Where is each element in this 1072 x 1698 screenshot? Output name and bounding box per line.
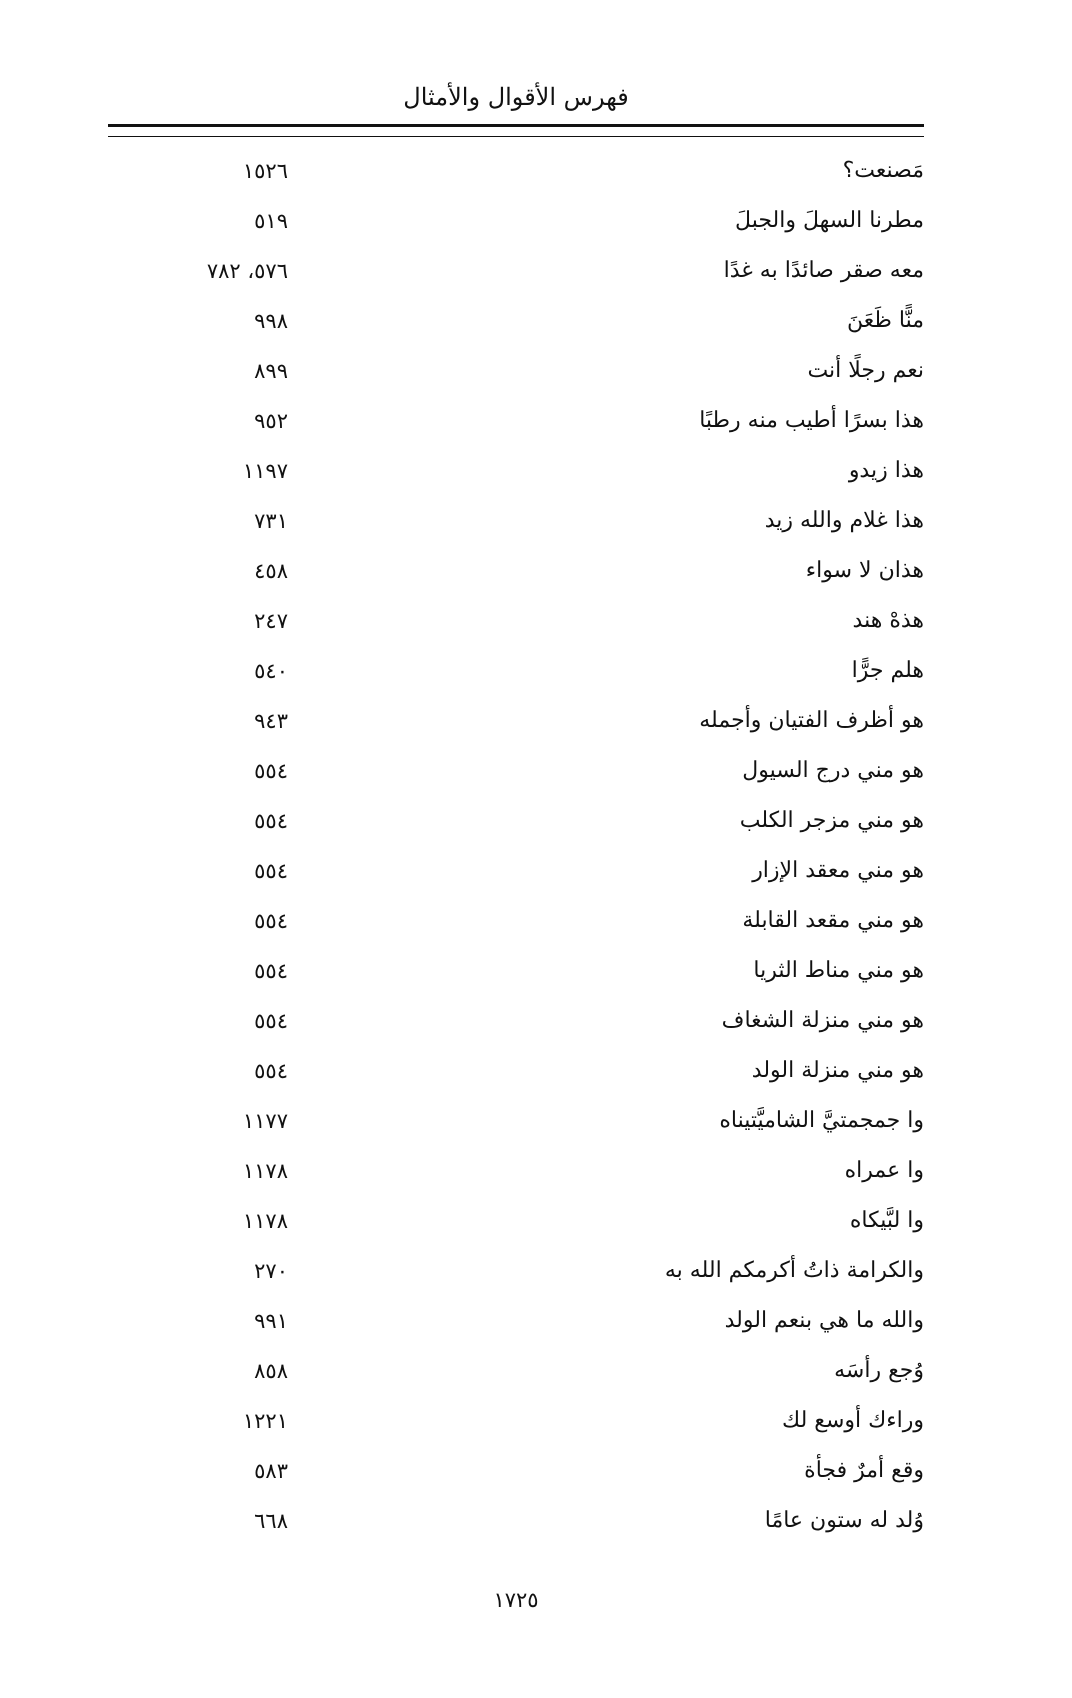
entry-phrase: هلم جرًّا: [851, 658, 924, 683]
index-entry: [108, 396, 924, 446]
index-entry: [108, 1146, 924, 1196]
entry-page-refs: ٥١٩: [254, 209, 288, 233]
index-entry: [108, 1396, 924, 1446]
entry-page-refs: ٩٥٢: [254, 409, 288, 433]
index-entry: [108, 796, 924, 846]
entry-page-refs: ٥٥٤: [254, 859, 288, 883]
entry-phrase: والكرامة ذاتُ أكرمكم الله به: [664, 1258, 924, 1283]
entry-phrase: هذا زيدو: [848, 458, 924, 483]
entry-page-refs: ٥٥٤: [254, 809, 288, 833]
index-entry: [108, 496, 924, 546]
index-entry: [108, 1046, 924, 1096]
index-entry: [108, 346, 924, 396]
entry-phrase: معه صقر صائدًا به غدًا: [723, 258, 924, 283]
entry-page-refs: ٨٩٩: [254, 359, 288, 383]
entry-page-refs: ٨٥٨: [254, 1359, 288, 1383]
index-entry: [108, 1346, 924, 1396]
entry-page-refs: ٢٧٠: [254, 1259, 288, 1283]
entry-page-refs: ٥٥٤: [254, 759, 288, 783]
entry-page-refs: ١١٧٨: [242, 1159, 288, 1183]
entry-page-refs: ٩٤٣: [254, 709, 288, 733]
entry-phrase: مطرنا السهلَ والجبلَ: [735, 208, 924, 233]
index-entry: [108, 746, 924, 796]
entry-phrase: هذان لا سواء: [805, 558, 924, 583]
entry-page-refs: ٥٥٤: [254, 1059, 288, 1083]
entry-phrase: وُلد له ستون عامًا: [764, 1508, 924, 1533]
entry-phrase: وراءك أوسع لك: [782, 1408, 924, 1433]
entry-page-refs: ٥٥٤: [254, 909, 288, 933]
header-rule-thick: [108, 124, 924, 127]
page-number: ١٧٢٥: [493, 1588, 539, 1612]
entry-phrase: هو أظرف الفتيان وأجمله: [699, 708, 924, 733]
index-entry: [108, 846, 924, 896]
index-entry: [108, 1446, 924, 1496]
index-entry: [108, 1246, 924, 1296]
entry-page-refs: ٩٩١: [254, 1309, 288, 1333]
entry-phrase: وا لبَّيكاه: [849, 1208, 924, 1233]
entry-page-refs: ١٢٢١: [242, 1409, 288, 1433]
index-entry: [108, 246, 924, 296]
entry-page-refs: ٥٥٤: [254, 959, 288, 983]
index-entry: [108, 146, 924, 196]
index-entry: [108, 296, 924, 346]
entry-page-refs: ٩٩٨: [254, 309, 288, 333]
entry-page-refs: ٥٤٠: [254, 659, 288, 683]
entry-page-refs: ٥٥٤: [254, 1009, 288, 1033]
entry-phrase: هو مني مزجر الكلب: [739, 808, 924, 833]
entry-page-refs: ٥٧٦، ٧٨٢: [206, 259, 288, 283]
entry-page-refs: ١١٧٧: [242, 1109, 288, 1133]
entry-phrase: منًّا ظَعَنَ: [847, 308, 924, 333]
entry-phrase: نعم رجلًا أنت: [807, 358, 924, 383]
entry-phrase: وُجع رأسَه: [834, 1358, 924, 1383]
entry-phrase: مَصنعت؟: [842, 158, 924, 183]
header-rule-thin: [108, 136, 924, 137]
index-list: [108, 146, 924, 1546]
index-entry: [108, 646, 924, 696]
index-entry: [108, 446, 924, 496]
entry-page-refs: ٦٦٨: [254, 1509, 288, 1533]
entry-phrase: وا عمراه: [844, 1158, 924, 1183]
index-entry: [108, 546, 924, 596]
entry-phrase: هو مني مقعد القابلة: [742, 908, 924, 933]
entry-phrase: هذهْ هند: [852, 608, 924, 633]
entry-phrase: هذا بسرًا أطيب منه رطبًا: [699, 408, 924, 433]
entry-page-refs: ١١٩٧: [242, 459, 288, 483]
entry-phrase: هو مني معقد الإزار: [752, 858, 924, 883]
index-entry: [108, 1096, 924, 1146]
entry-phrase: هو مني درج السيول: [742, 758, 924, 783]
entry-phrase: وقع أمرٌ فجأة: [804, 1458, 924, 1483]
entry-page-refs: ٤٥٨: [254, 559, 288, 583]
index-entry: [108, 1196, 924, 1246]
entry-page-refs: ٥٨٣: [254, 1459, 288, 1483]
index-entry: [108, 196, 924, 246]
entry-phrase: هو مني منزلة الولد: [751, 1058, 924, 1083]
index-entry: [108, 996, 924, 1046]
entry-phrase: هذا غلام والله زيد: [764, 508, 924, 533]
index-entry: [108, 596, 924, 646]
entry-phrase: وا جمجمتيَّ الشاميَّتيناه: [719, 1108, 924, 1133]
entry-phrase: هو مني منزلة الشغاف: [721, 1008, 924, 1033]
entry-phrase: هو مني مناط الثريا: [753, 958, 924, 983]
entry-phrase: والله ما هي بنعم الولد: [724, 1308, 924, 1333]
index-entry: [108, 696, 924, 746]
entry-page-refs: ١٥٢٦: [242, 159, 288, 183]
entry-page-refs: ٧٣١: [254, 509, 288, 533]
entry-page-refs: ١١٧٨: [242, 1209, 288, 1233]
index-entry: [108, 1296, 924, 1346]
running-head-title: فهرس الأقوال والأمثال: [403, 83, 629, 111]
entry-page-refs: ٢٤٧: [254, 609, 288, 633]
index-entry: [108, 896, 924, 946]
index-entry: [108, 1496, 924, 1546]
index-entry: [108, 946, 924, 996]
